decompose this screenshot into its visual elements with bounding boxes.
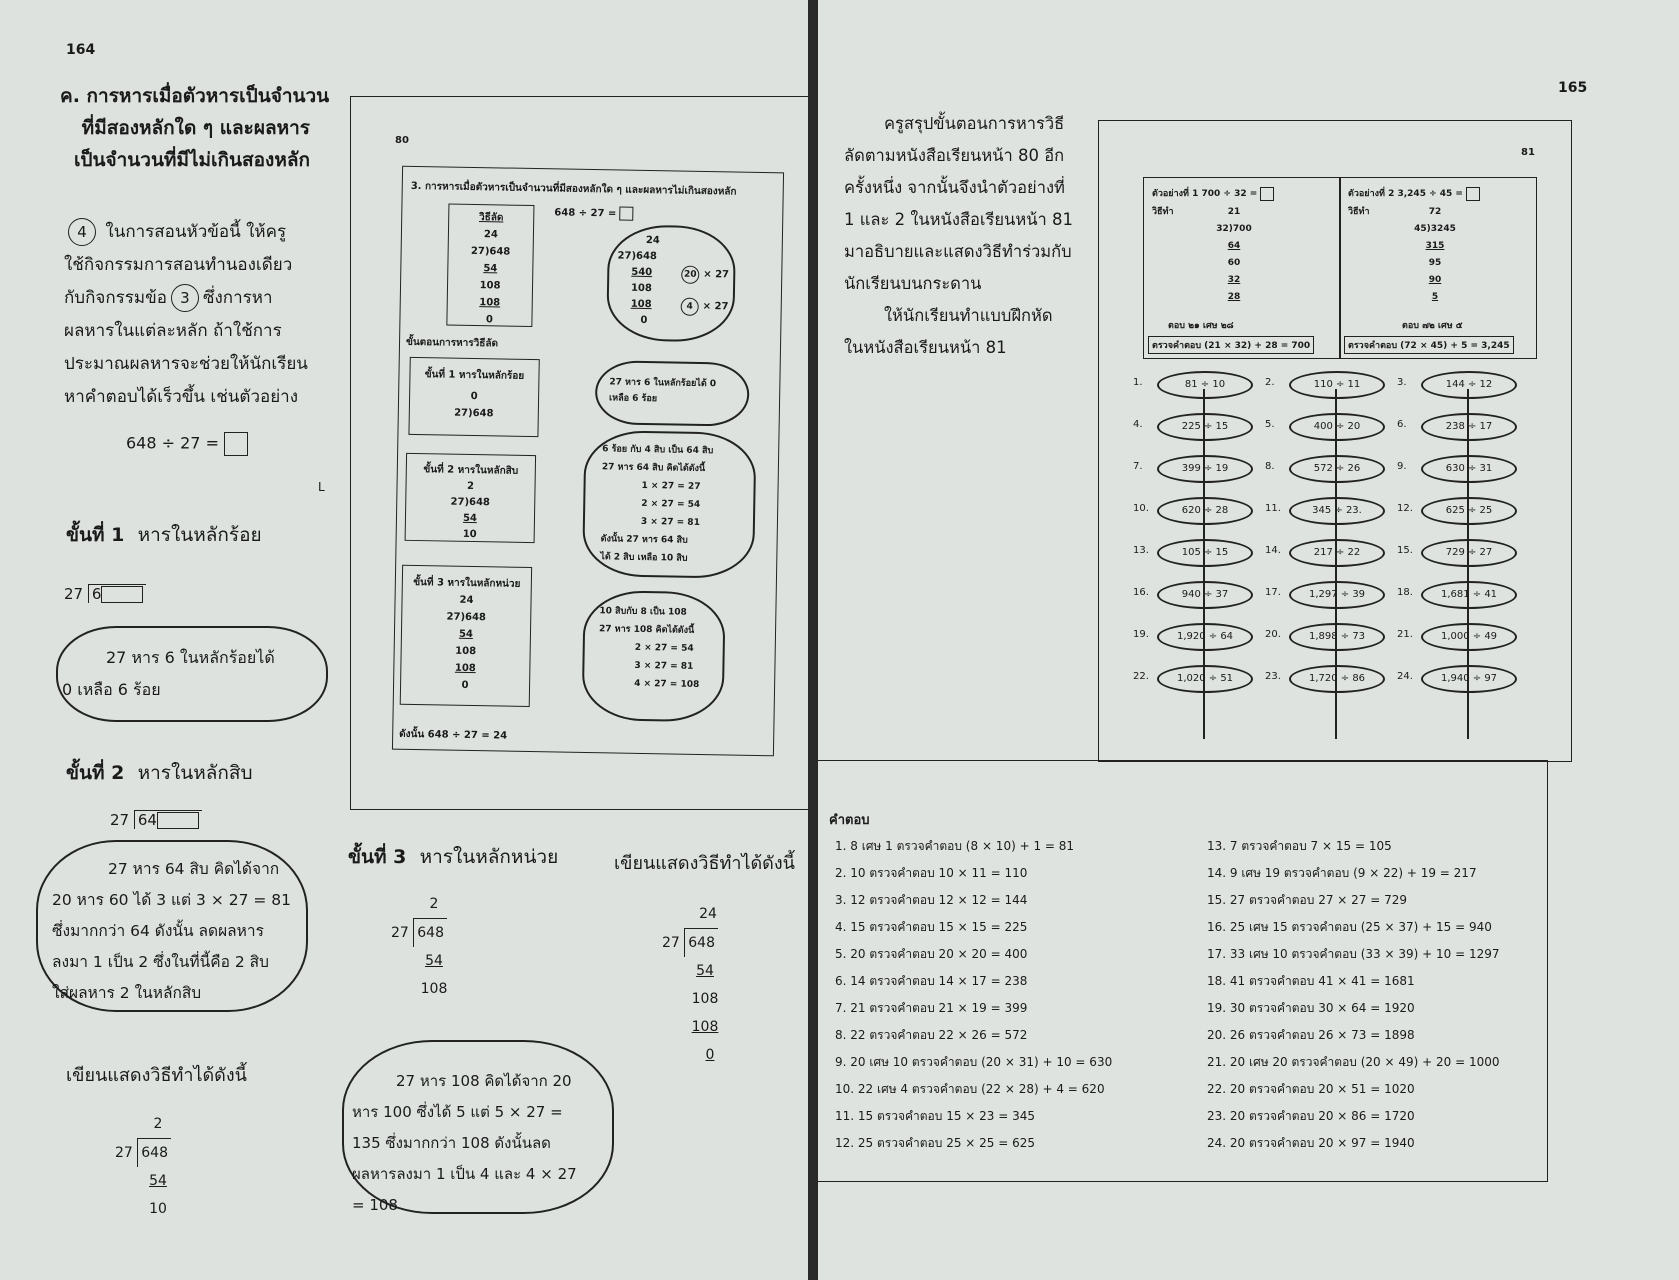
textbook-inset [1098,120,1572,762]
exercise-leaf: 217 ÷ 22 [1289,539,1385,567]
exercise-leaf: 399 ÷ 19 [1157,455,1253,483]
exercise-number: 9. [1397,461,1407,472]
exercise-number: 3. [1397,377,1407,388]
step2-division: 27 64 [110,810,202,829]
intro-paragraph: 4 ในการสอนหัวข้อนี้ ให้ครู ใช้กิจกรรมการสอนทำนองเดียว กับกิจกรรมข้อ 3 ซึ่งการหา ผลหารในแต่ละหลัก ถ้าใช้การ ประมาณผลหารจะช่วยให้นักเรียน หาคำตอบได้เร็วขึ้น เช่นตัวอย่าง [64,216,308,414]
exercise-leaf: 1,020 ÷ 51 [1157,665,1253,693]
inset-step2-box: ขั้นที่ 2 หารในหลักสิบ 2 27)648 54 10 [405,453,537,543]
example-equation: 648 ÷ 27 = [126,432,248,456]
exercise-number: 14. [1265,545,1281,556]
inset-problem: 648 ÷ 27 = [554,205,634,220]
exercise-leaf: 81 ÷ 10 [1157,371,1253,399]
step3-cloud-text: 27 หาร 108 คิดได้จาก 20 หาร 100 ซึ่งได้ 5 แต่ 5 × 27 = 135 ซึ่งมากกว่า 108 ดังนั้นลด ผลหารลงมา 1 เป็น 4 และ 4 × 27 = 108 [352,1072,577,1214]
exercise-leaf: 620 ÷ 28 [1157,497,1253,525]
exercise-leaf: 630 ÷ 31 [1421,455,1517,483]
exercise-leaf: 1,898 ÷ 73 [1289,623,1385,651]
exercise-number: 4. [1133,419,1143,430]
work2: 24 27 648 54 108 108 0 [661,906,719,1063]
exercise-leaf: 225 ÷ 15 [1157,413,1253,441]
method-box: วิธีลัด 24 27)648 54 108 108 0 [446,204,534,327]
example1-box: ตัวอย่างที่ 1 700 ÷ 32 = วิธีทำ 21 32)700 64 60 32 28 ตอบ ๒๑ เศษ ๒๘ ตรวจคำตอบ (21 × 32) + 28 = 700 [1143,177,1341,359]
summary-paragraph: ครูสรุปขั้นตอนการหารวิธี ลัดตามหนังสือเรียนหน้า 80 อีก ครั้งหนึ่ง จากนั้นจึงนำตัวอย่างที่ 1 และ 2 ในหนังสือเรียนหน้า 81 มาอธิบายและแสดงวิธีทำร่วมกับ นักเรียนบนกระดาน ให้นักเรียนทำแบบฝึกหัด ในหนังสือเรียนหน้า 81 [844,114,1073,357]
answers-right-column: 13. 7 ตรวจคำตอบ 7 × 15 = 105 14. 9 เศษ 19 ตรวจคำตอบ (9 × 22) + 19 = 217 15. 27 ตรวจคำตอบ 27 × 27 = 729 16. 25 เศษ 15 ตรวจคำตอบ (25 × 37) + 15 = 940 17. 33 เศษ 10 ตรวจคำตอบ (33 × 39) + 10 = 1297 18. 41 ตรวจคำตอบ 41 × 41 = 1681 19. 30 ตรวจคำตอบ 30 × 64 = 1920 20. 26 ตรวจคำตอบ 26 × 73 = 1898 21. 20 เศษ 20 ตรวจคำตอบ (20 × 49) + 20 = 1000 22. 20 ตรวจคำตอบ 20 × 51 = 1020 23. 20 ตรวจคำตอบ 20 × 86 = 1720 24. 20 ตรวจคำตอบ 20 × 97 = 1940 [1207,839,1500,1150]
step1-division: 27 6 [64,584,146,603]
exercise-leaf: 625 ÷ 25 [1421,497,1517,525]
exercise-number: 8. [1265,461,1275,472]
exercise-number: 11. [1265,503,1281,514]
exercise-leaf: 1,720 ÷ 86 [1289,665,1385,693]
long-method: 24 27)648 540 108 108 0 [617,234,660,327]
ref-badge: 3 [171,284,199,312]
exercise-number: 5. [1265,419,1275,430]
exercise-number: 19. [1133,629,1149,640]
inset-page-number: 81 [1521,147,1535,158]
exercise-leaf: 729 ÷ 27 [1421,539,1517,567]
exercise-number: 16. [1133,587,1149,598]
exercise-number: 24. [1397,671,1413,682]
exercise-leaf: 1,681 ÷ 41 [1421,581,1517,609]
steps-label: ขั้นตอนการหารวิธีลัด [405,336,499,350]
exercise-number: 6. [1397,419,1407,430]
answers-left-column: 1. 8 เศษ 1 ตรวจคำตอบ (8 × 10) + 1 = 81 2. 10 ตรวจคำตอบ 10 × 11 = 110 3. 12 ตรวจคำตอบ 12 × 12 = 144 4. 15 ตรวจคำตอบ 15 × 15 = 225 5. 20 ตรวจคำตอบ 20 × 20 = 400 6. 14 ตรวจคำตอบ 14 × 17 = 238 7. 21 ตรวจคำตอบ 21 × 19 = 399 8. 22 ตรวจคำตอบ 22 × 26 = 572 9. 20 เศษ 10 ตรวจคำตอบ (20 × 31) + 10 = 630 10. 22 เศษ 4 ตรวจคำตอบ (22 × 28) + 4 = 620 11. 15 ตรวจคำตอบ 15 × 23 = 345 12. 25 ตรวจคำตอบ 25 × 25 = 625 [835,839,1113,1150]
step1-cloud-text: 27 หาร 6 ในหลักร้อยได้ 0 เหลือ 6 ร้อย [62,648,275,699]
answer-box [224,432,248,456]
factor1-badge: 20 [681,266,699,284]
exercise-leaf: 1,940 ÷ 97 [1421,665,1517,693]
exercise-leaf: 238 ÷ 17 [1421,413,1517,441]
page-number: 164 [66,42,96,58]
answers-title: คำตอบ [829,813,870,828]
inset-conclusion: ดังนั้น 648 ÷ 27 = 24 [399,728,508,742]
write-show-label: เขียนแสดงวิธีทำได้ดังนี้ [66,1065,247,1086]
exercise-number: 13. [1133,545,1149,556]
exercise-leaf: 144 ÷ 12 [1421,371,1517,399]
left-page [0,0,808,1280]
exercise-number: 2. [1265,377,1275,388]
work1: 2 27 648 54 10 [108,1110,178,1223]
answers-box [818,760,1548,1182]
exercise-number: 21. [1397,629,1413,640]
exercise-number: 12. [1397,503,1413,514]
step-number-badge: 4 [68,218,96,246]
inset-frame: 3. การหารเมื่อตัวหารเป็นจำนวนที่มีสองหลักใด ๆ และผลหารไม่เกินสองหลัก วิธีลัด 24 27)648 54 108 108 0 648 ÷ 27 = 24 27)648 540 108 108 0 20 × 27 4 × 27 ขั้นตอนการหารวิธีลัด ขั้นที่ 1 หารในหลักร้อย 0 27)648 27 หาร 6 ในหลักร้อยได้ 0 เหลือ 6 ร้อย ขั้นที่ 2 หารในหลักสิบ 2 27)648 54 10 6 ร้อย กับ 4 สิบ เป็น 64 สิบ 27 หาร 64 สิบ คิดได้ดังนี้ 1 × 27 = 27 2 × 27 = 54 3 × 27 = 81 ดังนั้น 27 หาร 64 สิบ ได้ 2 สิบ เหลือ 10 สิบ ขั้นที่ 3 หารในหลักหน่วย 24 27)648 54 108 108 0 10 สิบกับ 8 เป็น 108 27 หาร 108 คิดได้ดังนี้ 2 × 27 = 54 3 × 27 = 81 4 × 27 = 108 ดังนั้น 648 ÷ 27 = 24 [392,166,784,757]
textbook-inset [350,96,808,810]
step3-work: 2 27 648 54 108 [390,896,448,997]
exercise-leaf: 400 ÷ 20 [1289,413,1385,441]
exercise-number: 15. [1397,545,1413,556]
right-page [818,0,1679,1280]
section-title: ค. การหารเมื่อตัวหารเป็นจำนวน ที่มีสองหลักใด ๆ และผลหาร เป็นจำนวนที่มีไม่เกินสองหลัก [60,85,330,171]
exercise-number: 17. [1265,587,1281,598]
write-show-label-2: เขียนแสดงวิธีทำได้ดังนี้ [614,853,795,874]
example2-box: ตัวอย่างที่ 2 3,245 ÷ 45 = วิธีทำ 72 45)3245 315 95 90 5 ตอบ ๗๒ เศษ ๕ ตรวจคำตอบ (72 × 45) + 5 = 3,245 [1339,177,1537,359]
page-number: 165 [1558,80,1588,96]
inset-page-number: 80 [395,135,409,146]
stray-mark: L [318,480,325,494]
exercise-number: 18. [1397,587,1413,598]
step2-cloud-text: 27 หาร 64 สิบ คิดได้จาก 20 หาร 60 ได้ 3 แต่ 3 × 27 = 81 ซึ่งมากกว่า 64 ดังนั้น ลดผลหาร ลงมา 1 เป็น 2 ซึ่งในที่นี้คือ 2 สิบ ใส่ผลหาร 2 ในหลักสิบ [52,860,292,1002]
exercise-number: 22. [1133,671,1149,682]
step2-heading: ขั้นที่ 2 หารในหลักสิบ [66,762,253,784]
exercise-number: 7. [1133,461,1143,472]
inset-step1-box: ขั้นที่ 1 หารในหลักร้อย 0 27)648 [408,357,539,437]
exercise-number: 10. [1133,503,1149,514]
factor2-badge: 4 [681,298,699,316]
step3-heading: ขั้นที่ 3 หารในหลักหน่วย [348,846,559,868]
inset-step3-box: ขั้นที่ 3 หารในหลักหน่วย 24 27)648 54 108 108 0 [400,565,532,707]
exercise-leaf: 345 ÷ 23. [1289,497,1385,525]
exercise-leaf: 572 ÷ 26 [1289,455,1385,483]
exercise-number: 20. [1265,629,1281,640]
step1-heading: ขั้นที่ 1 หารในหลักร้อย [66,524,262,546]
exercise-leaf: 110 ÷ 11 [1289,371,1385,399]
exercise-leaf: 1,000 ÷ 49 [1421,623,1517,651]
exercise-number: 23. [1265,671,1281,682]
exercise-leaf: 1,920 ÷ 64 [1157,623,1253,651]
exercise-leaf: 940 ÷ 37 [1157,581,1253,609]
exercise-leaf: 1,297 ÷ 39 [1289,581,1385,609]
exercise-leaf: 105 ÷ 15 [1157,539,1253,567]
inset-title: 3. การหารเมื่อตัวหารเป็นจำนวนที่มีสองหลักใด ๆ และผลหารไม่เกินสองหลัก [410,180,737,198]
exercise-number: 1. [1133,377,1143,388]
